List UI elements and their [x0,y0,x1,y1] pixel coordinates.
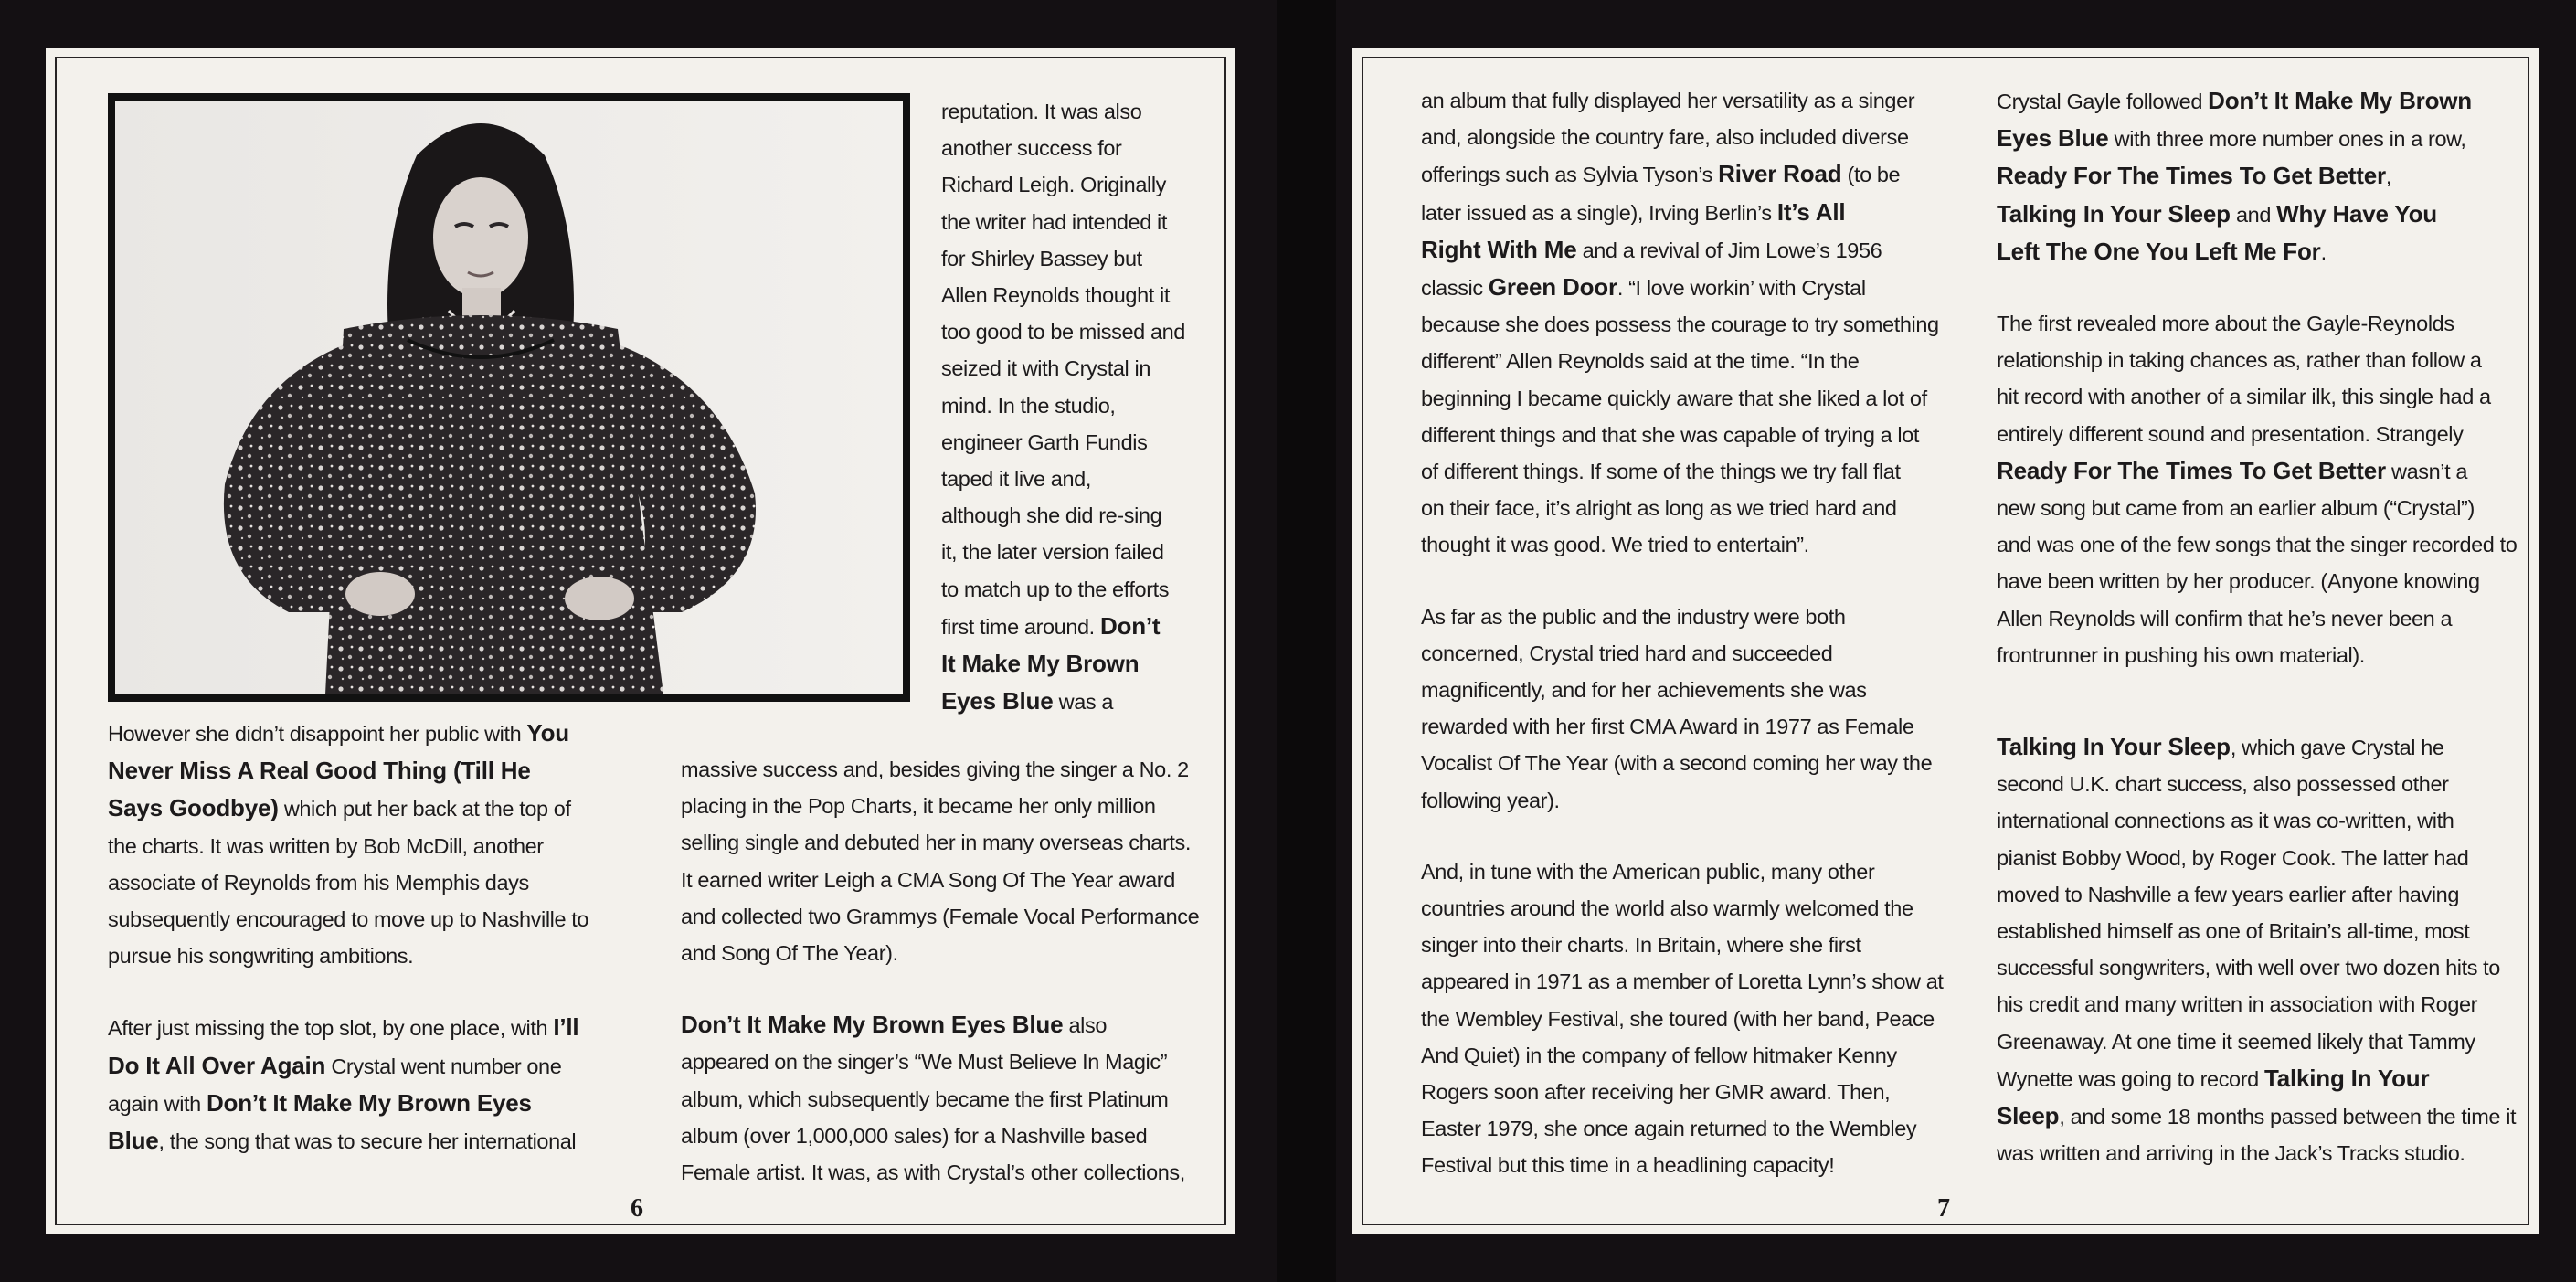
paragraph: reputation. It was also another success for Richard Leigh. Originally the writer had intended it for Shirley Bassey but Allen Reynolds thought it too good to be missed and seized it with Crystal in mind. In the studio, engineer Garth Fundis taped it live and, although she did re-sing it, the later version failed to match up to the efforts first time around. Don’t It Make My Brown Eyes Blue was a [941,100,1185,715]
paragraph: As far as the public and the industry were both concerned, Crystal tried hard and succeeded magnificently, and for her achievements she was rewarded with her first CMA Award in 1977 as Female Vocalist Of The Year (with a second coming her way the following year). [1421,604,1933,812]
text-column-left-1 [108,715,620,1194]
paragraph: And, in tune with the American public, many other countries around the world also warmly welcomed the singer into their charts. In Britain, where she first appeared in 1971 as a member of Loretta Lynn’s show at the Wembley Festival, she toured (with her band, Peace And Quiet) in the company of fellow hitmaker Kenny Rogers soon after receiving her GMR award. Then, Easter 1979, she once again returned to the Wembley Festival but this time in a headlining capacity! [1421,859,1944,1178]
paragraph: Talking In Your Sleep, which gave Crystal he second U.K. chart success, also possessed other international connections as it was co-written, with pianist Bobby Wood, by Roger Cook. The latter had moved to Nashville a few years earlier after having established himself as one of Britain’s all-time, most successful songwriters, with well over two dozen hits to his credit and many written in association with Roger Greenaway. At one time it seemed likely that Tammy Wynette was going to record Talking In Your Sleep, and some 18 months passed between the time it was written and arriving in the Jack’s Tracks studio. [1997,733,2517,1166]
text-column-left-2 [941,93,1224,755]
paragraph: massive success and, besides giving the singer a No. 2 placing in the Pop Charts, it became her only million selling single and debuted her in many overseas charts. It earned writer Leigh a CMA Song Of The Year award and collected two Grammys (Female Vocal Performance and Song Of The Year). [681,758,1200,966]
page-number: 6 [631,1194,643,1223]
portrait-photo [108,93,910,702]
paragraph: However she didn’t disappoint her public with You Never Miss A Real Good Thing (Till He Says Goodbye) which put her back at the top of the charts. It was written by Bob McDill, another associate of Reynolds from his Memphis days subsequently encouraged to move up to Nashville to pursue his songwriting ambitions. [108,719,589,969]
text-column-right-2 [1997,82,2531,1206]
text-column-left-3 [681,751,1220,1225]
page-number: 7 [1937,1194,1950,1223]
paragraph: After just missing the top slot, by one place, with I’ll Do It All Over Again Crystal went number one again with Don’t It Make My Brown Eyes Blue, the song that was to secure her international [108,1013,579,1155]
page-6 [46,48,1235,1234]
paragraph: Don’t It Make My Brown Eyes Blue also appeared on the singer’s “We Must Believe In Magic” album, which subsequently became the first Platinum album (over 1,000,000 sales) for a Nashville based Female artist. It was, as with Crystal’s other collections, [681,1011,1185,1185]
portrait-image [115,101,903,694]
paragraph: Crystal Gayle followed Don’t It Make My Brown Eyes Blue with three more number ones in a row, Ready For The Times To Get Better, Talking In Your Sleep and Why Have You Left The One You Left Me For. [1997,87,2472,265]
page-7 [1352,48,2539,1234]
book-spine [1277,0,1336,1282]
paragraph: The first revealed more about the Gayle-Reynolds relationship in taking chances as, rather than follow a hit record with another of a similar ilk, this single had a entirely different sound and presentation. Strangely Ready For The Times To Get Better wasn’t a new song but came from an earlier album (“Crystal”) and was one of the few songs that the singer recorded to have been written by her producer. (Anyone knowing Allen Reynolds will confirm that he’s never been a frontrunner in pushing his own material). [1997,312,2518,667]
paragraph: an album that fully displayed her versatility as a singer and, alongside the country fare, also included diverse offerings such as Sylvia Tyson’s River Road (to be later issued as a single), Irving Berlin’s It’s All Right With Me and a revival of Jim Lowe’s 1956 classic Green Door. “I love workin’ with Crystal because she does possess the courage to try something different” Allen Reynolds said at the time. “In the beginning I became quickly aware that she liked a lot of different things and that she was capable of trying a lot of different things. If some of the things we try fall flat on their face, it’s alright as long as we tried hard and thought it was good. We tried to entertain”. [1421,89,1939,557]
text-column-right-1 [1421,82,1969,1219]
